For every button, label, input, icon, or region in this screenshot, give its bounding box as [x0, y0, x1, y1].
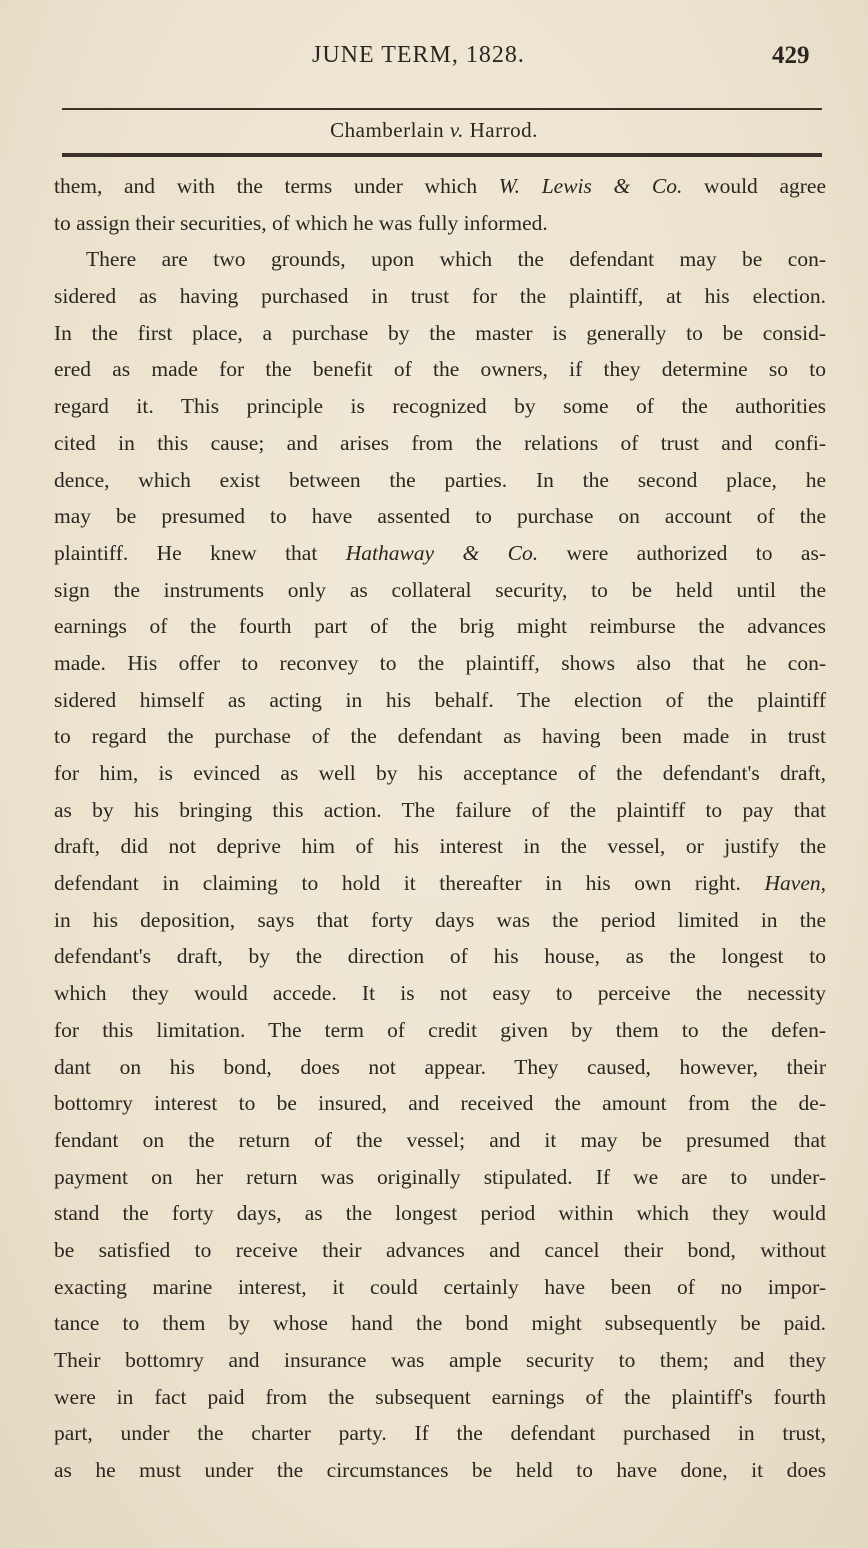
text-segment: to regard the purchase of the defendant as having been made in trust — [54, 724, 826, 749]
case-defendant: Harrod. — [469, 118, 538, 142]
text-line — [54, 682, 826, 719]
text-line — [54, 535, 826, 572]
text-segment: may be presumed to have assented to purchase on account of the — [54, 504, 826, 529]
header-rule-bottom — [62, 153, 822, 157]
text-line — [54, 902, 826, 939]
text-segment: stand the forty days, as the longest period within which they would — [54, 1201, 826, 1226]
text-segment: them, and with the terms under which — [54, 174, 499, 198]
case-plaintiff: Chamberlain — [330, 118, 445, 142]
text-segment: earnings of the fourth part of the brig might reimburse the advances — [54, 614, 826, 639]
text-segment: exacting marine interest, it could certainly have been of no impor- — [54, 1274, 826, 1299]
text-segment: In the first place, a purchase by the master is generally to be consid- — [54, 320, 826, 345]
text-line — [54, 828, 826, 865]
text-line — [54, 792, 826, 829]
text-line — [54, 1305, 826, 1342]
header-rule-top — [62, 108, 822, 110]
text-line — [54, 718, 826, 755]
case-title — [0, 118, 868, 143]
text-line — [54, 975, 826, 1012]
text-segment: sign the instruments only as collateral security, to be held until the — [54, 577, 826, 602]
text-line — [54, 1085, 826, 1122]
text-line — [54, 498, 826, 535]
text-segment: sidered as having purchased in trust for the plaintiff, at his election. — [54, 284, 826, 309]
text-line — [54, 241, 826, 278]
text-segment: which they would accede. It is not easy to perceive the necessity — [54, 981, 826, 1006]
running-title: JUNE TERM, 1828. — [312, 42, 525, 68]
text-line — [54, 1379, 826, 1416]
text-line — [54, 168, 826, 205]
text-segment: ered as made for the benefit of the owners, if they determine so to — [54, 357, 826, 382]
text-segment: were authorized to as- — [538, 540, 826, 565]
text-segment: bottomry interest to be insured, and received the amount from the de- — [54, 1091, 826, 1116]
text-segment: as he must under the circumstances be held to have done, it does — [54, 1458, 826, 1483]
text-line — [54, 1342, 826, 1379]
text-segment: regard it. This principle is recognized by some of the authorities — [54, 394, 826, 419]
text-segment: be satisfied to receive their advances and cancel their bond, without — [54, 1237, 826, 1262]
text-segment: as by his bringing this action. The failure of the plaintiff to pay that — [54, 797, 826, 822]
text-segment: would agree — [682, 174, 826, 198]
text-line — [54, 865, 826, 902]
text-line — [54, 425, 826, 462]
running-head — [0, 42, 868, 82]
case-versus: v. — [449, 118, 464, 142]
text-segment: dant on his bond, does not appear. They caused, however, their — [54, 1054, 826, 1079]
text-segment: dence, which exist between the parties. In the second place, he — [54, 467, 826, 492]
text-segment: part, under the charter party. If the defendant purchased in trust, — [54, 1421, 826, 1446]
text-segment: payment on her return was originally stipulated. If we are to under- — [54, 1164, 826, 1189]
text-segment: plaintiff. He knew that — [54, 540, 346, 565]
text-line — [54, 938, 826, 975]
text-line — [54, 1012, 826, 1049]
text-segment: to assign their securities, of which he was fully informed. — [54, 210, 548, 235]
text-segment: tance to them by whose hand the bond might subsequently be paid. — [54, 1311, 826, 1336]
text-line — [54, 1452, 826, 1489]
italic-text: Haven, — [764, 871, 826, 896]
text-line — [54, 351, 826, 388]
text-line — [54, 278, 826, 315]
text-segment: defendant in claiming to hold it thereafter in his own right. — [54, 871, 765, 896]
text-segment: made. His offer to reconvey to the plaintiff, shows also that he con- — [54, 650, 826, 675]
text-segment: draft, did not deprive him of his interest in the vessel, or justify the — [54, 834, 826, 859]
text-segment: Their bottomry and insurance was ample security to them; and they — [54, 1348, 826, 1372]
text-line — [54, 572, 826, 609]
text-line — [54, 755, 826, 792]
italic-text: Hathaway & Co. — [345, 540, 539, 565]
text-segment: were in fact paid from the subsequent earnings of the plaintiff's fourth — [54, 1384, 826, 1409]
text-line — [54, 608, 826, 645]
text-line — [54, 315, 826, 352]
text-segment: There are two grounds, upon which the defendant may be con- — [86, 247, 826, 272]
text-segment: in his deposition, says that forty days was the period limited in the — [54, 907, 826, 932]
text-segment: for him, is evinced as well by his acceptance of the defendant's draft, — [54, 761, 826, 785]
text-segment: sidered himself as acting in his behalf. The election of the plaintiff — [54, 687, 826, 712]
page-number: 429 — [772, 42, 810, 69]
text-line — [54, 1122, 826, 1159]
body-text — [54, 168, 826, 1489]
text-line — [54, 205, 826, 242]
text-line — [54, 1415, 826, 1452]
text-line — [54, 1049, 826, 1086]
text-line — [54, 462, 826, 499]
text-segment: for this limitation. The term of credit given by them to the defen- — [54, 1017, 826, 1042]
text-line — [54, 1159, 826, 1196]
text-segment: defendant's draft, by the direction of his house, as the longest to — [54, 944, 826, 969]
text-line — [54, 1232, 826, 1269]
text-line — [54, 645, 826, 682]
text-segment: cited in this cause; and arises from the relations of trust and confi- — [54, 430, 826, 455]
text-segment: fendant on the return of the vessel; and it may be presumed that — [54, 1127, 826, 1152]
text-line — [54, 1269, 826, 1306]
italic-text: W. Lewis & Co. — [498, 174, 683, 198]
text-line — [54, 1195, 826, 1232]
text-line — [54, 388, 826, 425]
